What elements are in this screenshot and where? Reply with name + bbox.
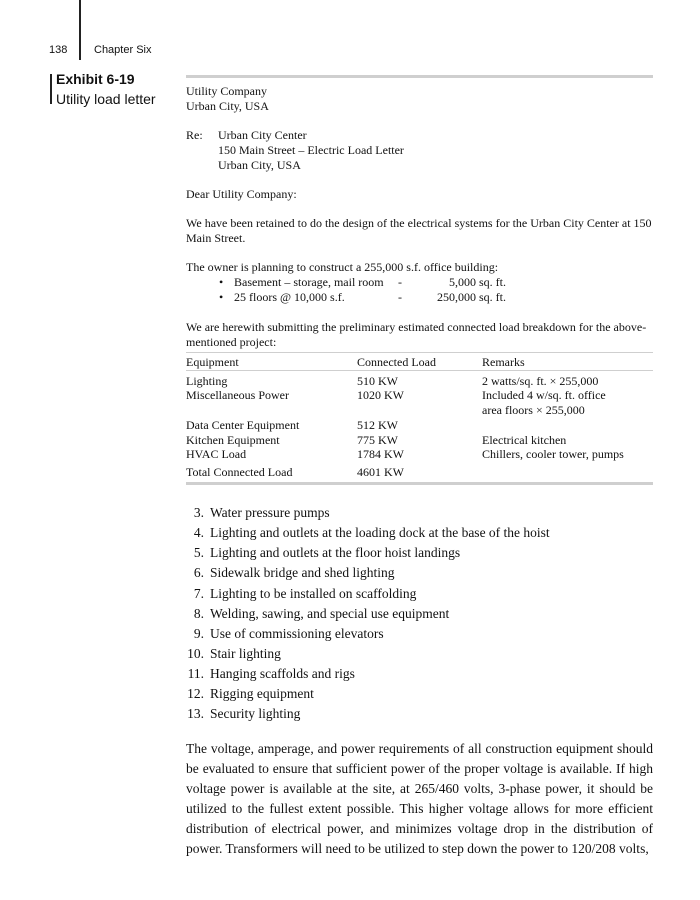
table-cell-load: 510 KW <box>357 374 398 388</box>
table-cell-load: 512 KW <box>357 418 398 432</box>
salutation: Dear Utility Company: <box>186 187 297 201</box>
table-cell-equipment: Lighting <box>186 374 228 388</box>
list-item: Lighting and outlets at the floor hoist landings <box>210 545 461 560</box>
letter-paragraph: Main Street. <box>186 231 246 245</box>
letter-paragraph: We have been retained to do the design of the electrical systems for the Urban City Center at 150 <box>186 216 652 230</box>
list-number: 10. <box>187 646 204 661</box>
letter-paragraph: mentioned project: <box>186 335 277 349</box>
list-item: Lighting and outlets at the loading dock at the base of the hoist <box>210 525 550 540</box>
table-cell-load: 775 KW <box>357 433 398 447</box>
list-item: Rigging equipment <box>210 686 314 701</box>
exhibit-bottom-rule <box>186 482 653 485</box>
re-line: 150 Main Street – Electric Load Letter <box>218 143 404 157</box>
bullet-icon: • <box>219 290 224 304</box>
table-cell-remarks: area floors × 255,000 <box>482 403 585 417</box>
list-number: 8. <box>193 606 204 621</box>
table-cell-load: 1020 KW <box>357 388 404 402</box>
list-number: 3. <box>193 505 204 520</box>
table-header-rule <box>186 370 653 371</box>
re-label: Re: <box>186 128 203 142</box>
list-number: 12. <box>187 686 204 701</box>
exhibit-top-rule <box>186 75 653 78</box>
list-item: Sidewalk bridge and shed lighting <box>210 565 395 580</box>
list-item: Use of commissioning elevators <box>210 626 384 641</box>
list-number: 5. <box>193 545 204 560</box>
table-cell-remarks: Included 4 w/sq. ft. office <box>482 388 606 402</box>
exhibit-subtitle: Utility load letter <box>56 91 156 107</box>
bullet-dash: - <box>398 290 402 304</box>
bullet-value: 250,000 sq. ft. <box>437 290 506 304</box>
table-cell-equipment: Kitchen Equipment <box>186 433 280 447</box>
table-header-equipment: Equipment <box>186 355 239 369</box>
table-total-load: 4601 KW <box>357 465 404 479</box>
letter-paragraph: We are herewith submitting the preliminary estimated connected load breakdown for the above- <box>186 320 647 334</box>
list-number: 9. <box>193 626 204 641</box>
table-cell-remarks: Chillers, cooler tower, pumps <box>482 447 624 461</box>
table-cell-equipment: Miscellaneous Power <box>186 388 289 402</box>
list-number: 11. <box>187 666 204 681</box>
re-line: Urban City, USA <box>218 158 301 172</box>
list-item: Hanging scaffolds and rigs <box>210 666 355 681</box>
table-cell-load: 1784 KW <box>357 447 404 461</box>
exhibit-title: Exhibit 6-19 <box>56 71 135 87</box>
header-divider <box>79 0 81 60</box>
table-cell-equipment: Data Center Equipment <box>186 418 300 432</box>
table-cell-remarks: 2 watts/sq. ft. × 255,000 <box>482 374 599 388</box>
table-header-remarks: Remarks <box>482 355 525 369</box>
bullet-value: 5,000 sq. ft. <box>449 275 506 289</box>
bullet-dash: - <box>398 275 402 289</box>
bullet-icon: • <box>219 275 224 289</box>
list-item: Lighting to be installed on scaffolding <box>210 586 417 601</box>
body-paragraph: The voltage, amperage, and power requirements of all construction equipment should be evaluated to ensure that sufficient power of the proper voltage is available. If high voltage power is available at the site, at 265/460 volts, 3-phase power, it should be utilized to the fullest extent possible. This higher voltage allows for more efficient distribution of electrical power, and minimizes voltage drop in the distribution of power. Transformers will need to be utilized to step down the power to 120/208 volts, <box>186 741 653 856</box>
bullet-label: 25 floors @ 10,000 s.f. <box>234 290 345 304</box>
table-cell-remarks: Electrical kitchen <box>482 433 567 447</box>
list-item: Welding, sawing, and special use equipment <box>210 606 450 621</box>
exhibit-bar <box>50 74 52 104</box>
address-line: Urban City, USA <box>186 99 269 113</box>
page-number: 138 <box>49 44 68 56</box>
list-item: Security lighting <box>210 706 301 721</box>
table-header-load: Connected Load <box>357 355 436 369</box>
address-line: Utility Company <box>186 84 267 98</box>
table-total-label: Total Connected Load <box>186 465 293 479</box>
list-number: 7. <box>193 586 204 601</box>
table-top-rule <box>186 352 653 353</box>
list-item: Stair lighting <box>210 646 281 661</box>
list-number: 13. <box>187 706 204 721</box>
re-line: Urban City Center <box>218 128 307 142</box>
list-number: 4. <box>193 525 204 540</box>
list-item: Water pressure pumps <box>210 505 330 520</box>
table-cell-equipment: HVAC Load <box>186 447 247 461</box>
chapter-title: Chapter Six <box>94 44 152 56</box>
letter-paragraph: The owner is planning to construct a 255,000 s.f. office building: <box>186 260 499 274</box>
list-number: 6. <box>193 565 204 580</box>
bullet-label: Basement – storage, mail room <box>234 275 384 289</box>
